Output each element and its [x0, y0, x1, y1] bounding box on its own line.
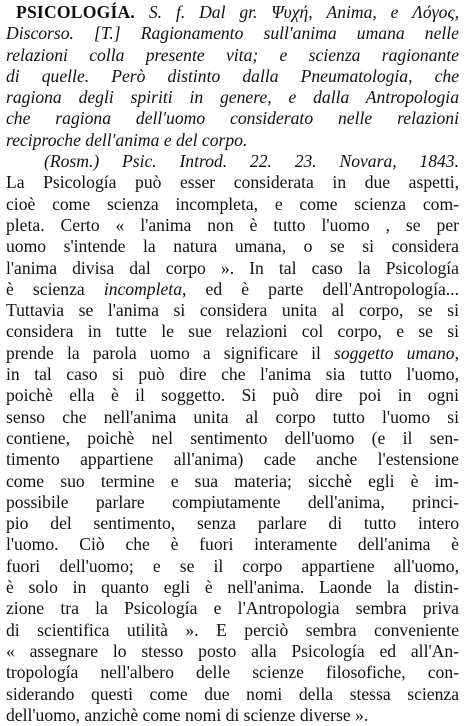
body-line: timento appartiene all'anima) cade anche l'estensione: [6, 449, 459, 470]
body-line: « assegnare lo stesso posto alla Psicología ed all'An-: [6, 640, 459, 661]
definition-line-1: [6, 2, 459, 23]
body-line: La Psicología può esser considerata in due aspetti,: [6, 172, 459, 193]
body-line: prende la parola uomo a significare il soggetto umano,: [6, 342, 459, 363]
definition-line-4: di quelle. Però distinto dalla Pneumatologia, che: [6, 65, 459, 86]
body-line: siderando questi come due nomi della stessa scienza: [6, 683, 459, 704]
entry-body: [6, 172, 459, 726]
headword: PSICOLOGÍA.: [16, 2, 136, 22]
body-line: pio del sentimento, senza parlare di tutto intero: [6, 513, 459, 534]
body-line: cioè come scienza incompleta, e come scienza com-: [6, 193, 459, 214]
citation-line: (Rosm.) Psic. Introd. 22. 23. Novara, 1843.: [44, 151, 459, 172]
body-line: l'uomo. Ciò che è fuori interamente dell'anima è: [6, 534, 459, 555]
body-line: in tal caso si può dire che l'anima sia tutto l'uomo,: [6, 364, 459, 385]
definition-line-6: che ragiona dell'uomo considerato nelle relazioni: [6, 108, 459, 129]
body-line: pleta. Certo « l'anima non è tutto l'uomo , se per: [6, 214, 459, 235]
body-line: è solo in quanto egli è nell'anima. Laonde la distin-: [6, 577, 459, 598]
body-line: tropología nell'albero delle scienze filosofiche, con-: [6, 662, 459, 683]
body-line: senso che nell'anima unita al corpo tutto l'uomo si: [6, 406, 459, 427]
body-line: zione tra la Psicología e l'Antropologia sembra priva: [6, 598, 459, 619]
body-line: considera in tutte le sue relazioni col corpo, e se si: [6, 321, 459, 342]
definition-line-3: relazioni colla presente vita; e scienza ragionante: [6, 44, 459, 65]
emphasis: soggetto umano: [333, 342, 455, 363]
body-line: di scientifica utilità ». E perciò sembra conveniente: [6, 619, 459, 640]
body-line: l'anima divisa dal corpo ». In tal caso la Psicología: [6, 257, 459, 278]
body-line: dell'uomo, anzichè come nomi di scienze diverse ».: [6, 704, 369, 725]
body-line: possibile parlare compiutamente dell'anima, princi-: [6, 491, 459, 512]
body-line: uomo s'intende la natura umana, o se si considera: [6, 236, 459, 257]
emphasis: incompleta: [103, 278, 182, 299]
body-line: contiene, poichè nel sentimento dell'uomo (e il sen-: [6, 427, 459, 448]
definition-line-7: reciproche dell'anima e del corpo.: [6, 129, 248, 150]
body-line: poichè ella è il soggetto. Si può dire poi in ogni: [6, 385, 459, 406]
definition-text: S. f. Dal gr. Ψυχή, Anima, e Λόγος,: [135, 2, 459, 22]
body-line: come suo termine e sua materia; sicchè egli è im-: [6, 470, 459, 491]
body-line: fuori dell'uomo; e se il corpo appartiene all'uomo,: [6, 555, 459, 576]
definition-line-5: ragiona degli spiriti in genere, e dalla Antropologia: [6, 87, 459, 108]
body-line: è scienza incompleta, ed è parte dell'Antropología...: [6, 278, 459, 299]
body-line: Tuttavia se l'anima si considera unita al corpo, se si: [6, 300, 459, 321]
definition-line-2: Discorso. [T.] Ragionamento sull'anima umana nelle: [6, 23, 459, 44]
entry-definition: [6, 2, 459, 151]
